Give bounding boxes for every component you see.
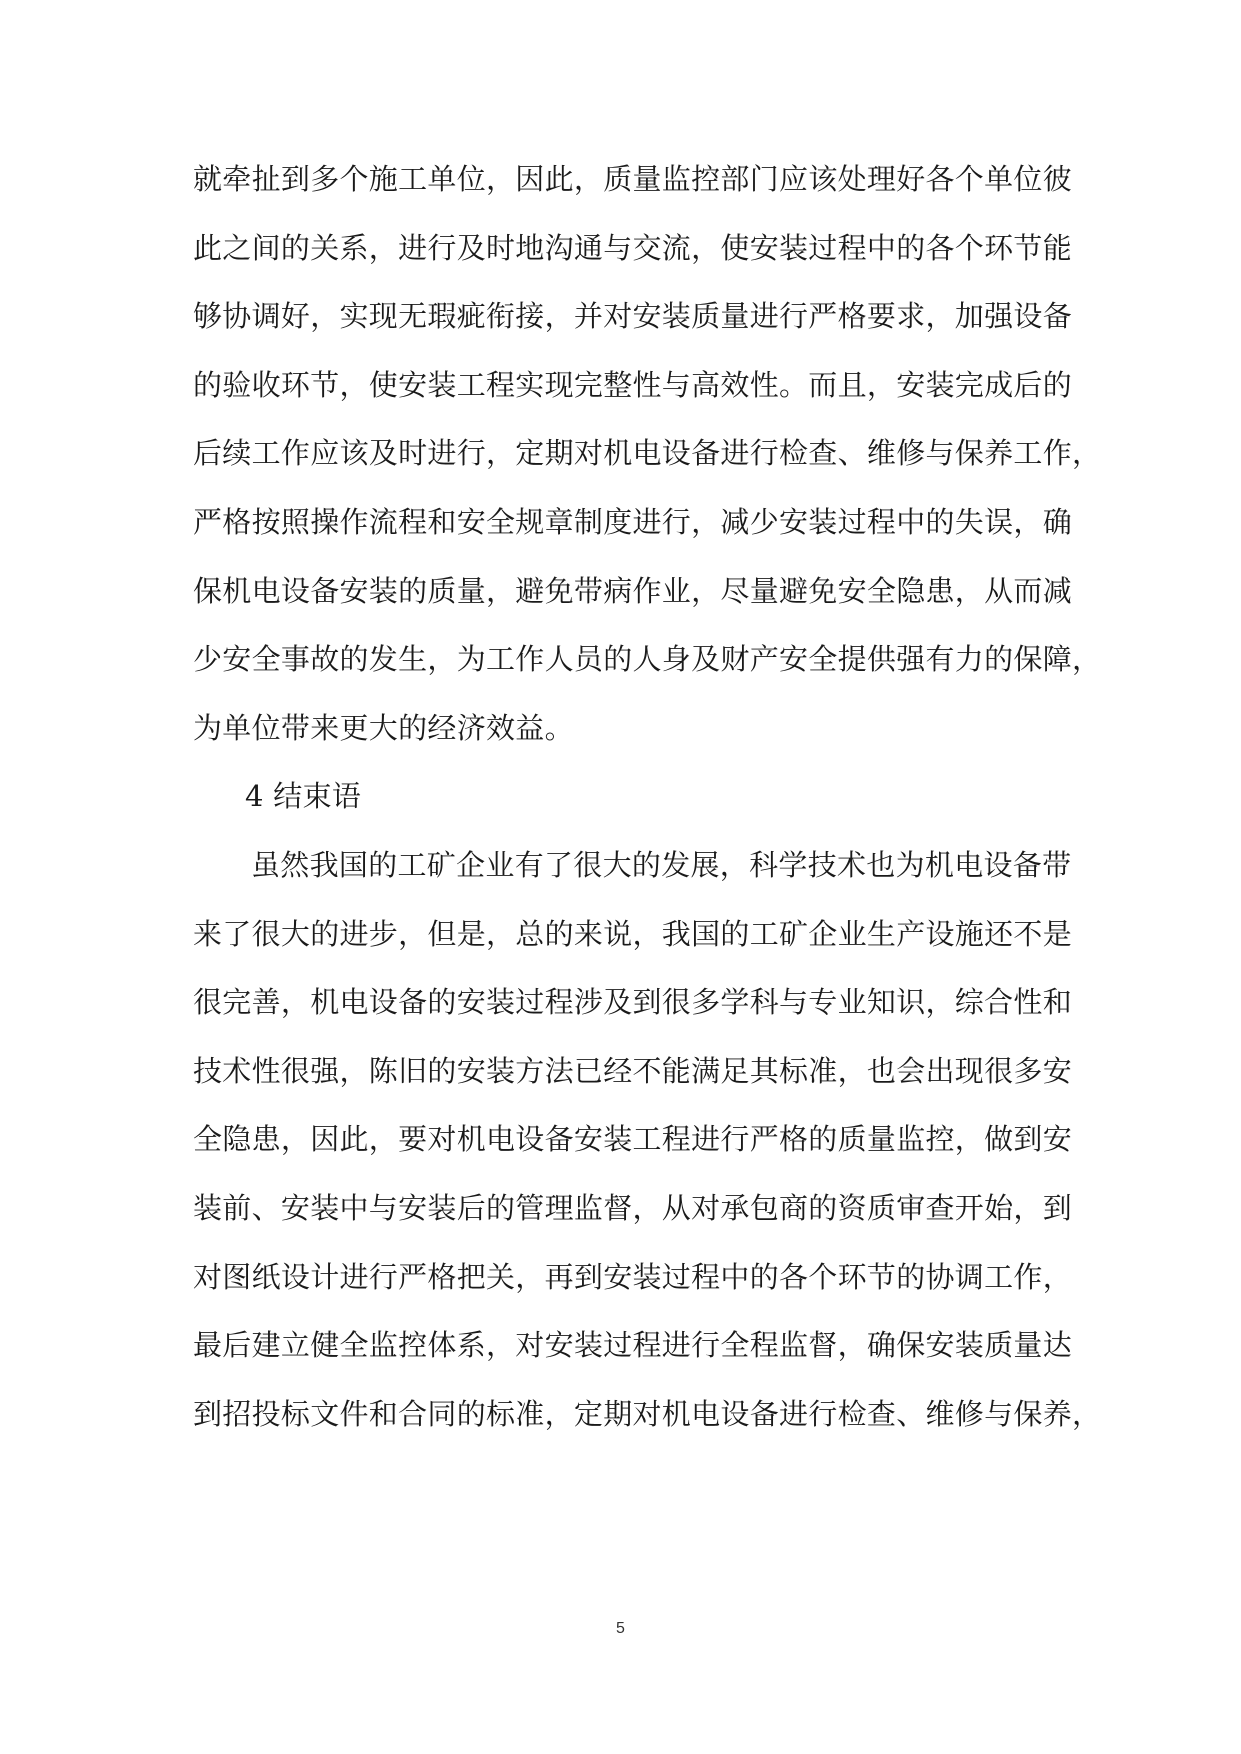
paragraph-line: 够协调好，实现无瑕疵衔接，并对安装质量进行严格要求，加强设备 [193, 299, 1073, 334]
paragraph-line: 全隐患，因此，要对机电设备安装工程进行严格的质量监控，做到安 [193, 1122, 1073, 1157]
paragraph-line: 技术性很强，陈旧的安装方法已经不能满足其标准，也会出现很多安 [193, 1053, 1073, 1088]
section-heading-text: 4 结束语 [245, 779, 362, 814]
paragraph-line: 的验收环节，使安装工程实现完整性与高效性。而且，安装完成后的 [193, 367, 1073, 402]
paragraph-line: 来了很大的进步，但是，总的来说，我国的工矿企业生产设施还不是 [193, 916, 1073, 951]
paragraph-line: 严格按照操作流程和安全规章制度进行，减少安装过程中的失误，确 [193, 504, 1073, 539]
paragraph-line: 保机电设备安装的质量，避免带病作业，尽量避免安全隐患，从而减 [193, 573, 1073, 608]
paragraph-line: 就牵扯到多个施工单位，因此，质量监控部门应该处理好各个单位彼 [193, 162, 1073, 196]
paragraph-line: 虽然我国的工矿企业有了很大的发展，科学技术也为机电设备带 [251, 847, 1072, 882]
paragraph-line: 很完善，机电设备的安装过程涉及到很多学科与专业知识，综合性和 [193, 985, 1073, 1020]
paragraph-line: 到招投标文件和合同的标准，定期对机电设备进行检查、维修与保养， [193, 1396, 1102, 1431]
paragraph-line: 装前、安装中与安装后的管理监督，从对承包商的资质审查开始，到 [193, 1190, 1073, 1225]
paragraph-line: 最后建立健全监控体系，对安装过程进行全程监督，确保安装质量达 [193, 1328, 1073, 1363]
paragraph-line: 此之间的关系，进行及时地沟通与交流，使安装过程中的各个环节能 [193, 230, 1073, 265]
section-heading [193, 762, 1053, 831]
paragraph-line: 为单位带来更大的经济效益。 [193, 710, 574, 745]
paragraph-line: 后续工作应该及时进行，定期对机电设备进行检查、维修与保养工作， [193, 436, 1102, 471]
paragraph-line: 少安全事故的发生，为工作人员的人身及财产安全提供强有力的保障， [193, 642, 1102, 677]
paragraph-2 [193, 831, 1102, 1448]
body-text [193, 145, 1102, 1448]
paragraph-1 [193, 145, 1102, 762]
paragraph-line: 对图纸设计进行严格把关，再到安装过程中的各个环节的协调工作， [193, 1259, 1073, 1294]
page-number: 5 [616, 1620, 625, 1637]
